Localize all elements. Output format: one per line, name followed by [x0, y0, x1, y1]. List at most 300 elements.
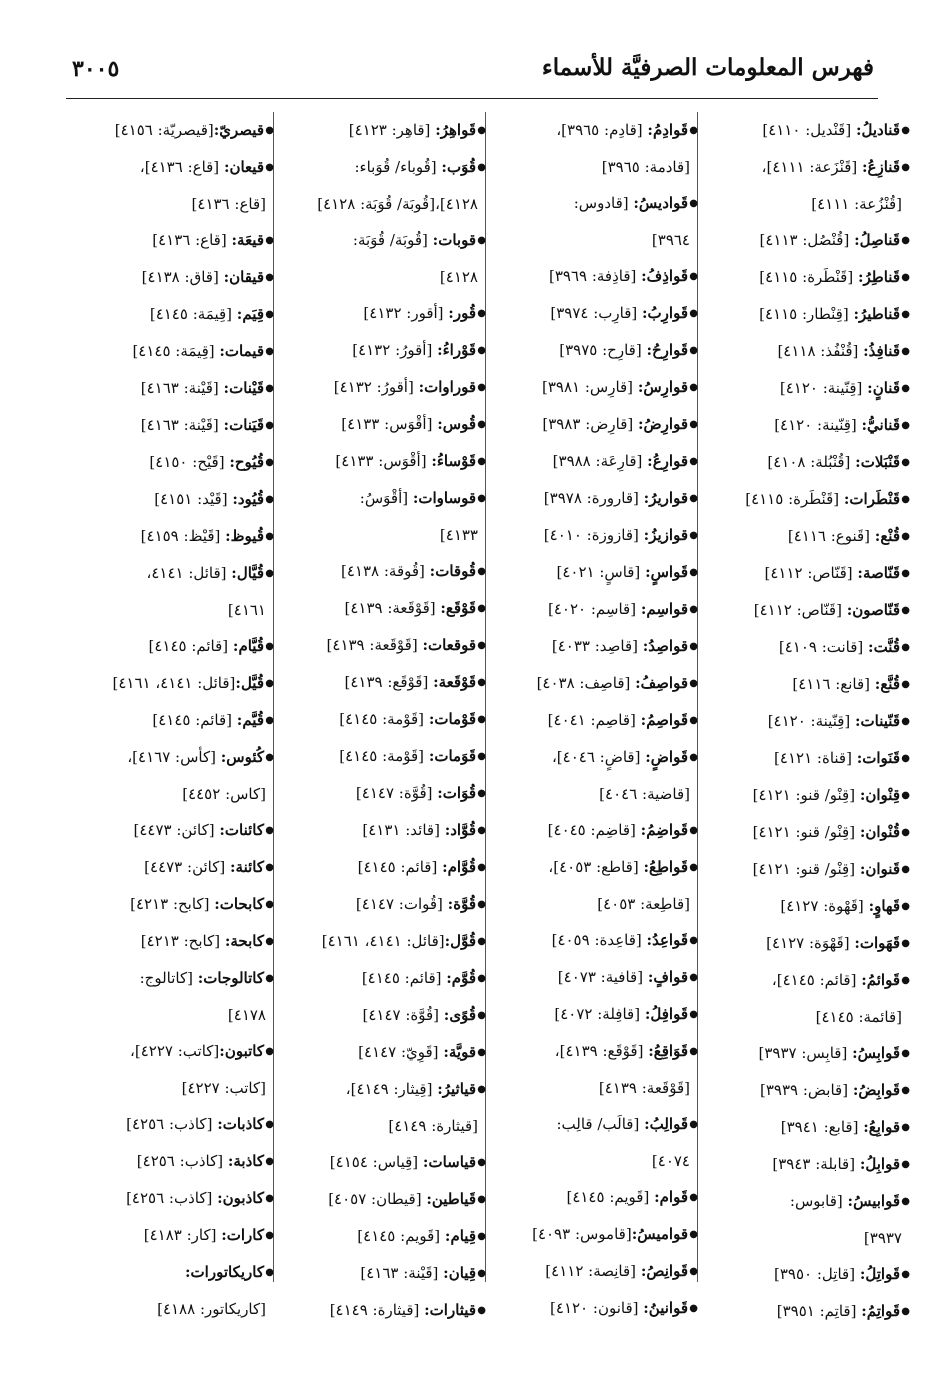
entry-lemma: قَواضِمُ:: [640, 821, 688, 839]
entry-continuation: ٤١٢٨]: [439, 268, 478, 286]
entry-reference: [قاع: ٤١٣٦]،: [139, 158, 224, 176]
bullet-icon: ●: [265, 641, 274, 652]
bullet-icon: ●: [901, 901, 910, 912]
entry-reference: [قَوْقَع: ٤١٣٩]،: [554, 1042, 649, 1060]
entry-reference: [قَهْوة: ٤١٢٧]: [780, 897, 869, 915]
entry-continuation: [قاطِعة: ٤٠٥٣]: [597, 895, 690, 913]
entry-lemma: قُوَّاد:: [444, 821, 476, 839]
index-entry: [74, 149, 274, 186]
index-entry: [74, 849, 274, 886]
entry-lemma: قَوْقَع:: [440, 599, 476, 617]
bullet-icon: ●: [477, 862, 486, 873]
entry-continuation: [قائمة: ٤١٤٥]: [815, 1008, 902, 1026]
entry-continuation: ٤١٢٨]،[قُوبَة/ قُوَبَة: ٤١٢٨]: [317, 195, 478, 213]
index-entry: [74, 333, 274, 370]
index-entry: [74, 407, 274, 444]
entry-lemma: قُنَّع:: [874, 675, 900, 693]
entry-lemma: قَوابِضُ:: [852, 1081, 900, 1099]
index-entry: [74, 370, 274, 407]
entry-lemma: كاتالوجات:: [197, 969, 264, 987]
bullet-icon: ●: [901, 1159, 910, 1170]
index-entry: [74, 555, 274, 592]
entry-reference: [قازوزة: ٤٠١٠]: [543, 526, 644, 544]
bullet-icon: ●: [901, 125, 910, 136]
entry-lemma: كابحة:: [224, 932, 264, 950]
entry-lemma: قُنَّت:: [868, 638, 900, 656]
entry-reference: [قيثارة: ٤١٤٩]: [329, 1301, 425, 1319]
entry-reference: [قِنّينة: ٤١٢٠]: [774, 416, 862, 434]
index-entry: [286, 923, 486, 960]
index-entry: [286, 738, 486, 775]
index-entry: [710, 555, 910, 592]
entry-reference: [قائم: ٤١٤٥]: [357, 858, 443, 876]
entry-reference: [قابِس: ٣٩٣٧]: [758, 1044, 853, 1062]
bullet-icon: ●: [901, 827, 910, 838]
entry-lemma: قُوًى:: [443, 1006, 476, 1024]
entry-lemma: قَوْراءُ:: [437, 341, 476, 359]
bullet-icon: ●: [265, 383, 274, 394]
entry-reference: [قَنْطَرة: ٤١١٥]: [745, 490, 844, 508]
entry-reference: [قابع: ٣٩٤١]: [780, 1118, 864, 1136]
bullet-icon: ●: [265, 494, 274, 505]
entry-reference: [قاتِل: ٣٩٥٠]: [774, 1265, 860, 1283]
entry-lemma: قَنّينات:: [855, 712, 900, 730]
bullet-icon: ●: [477, 1047, 486, 1058]
bullet-icon: ●: [901, 531, 910, 542]
entry-reference: [قَنّاص: ٤١١٢]: [764, 564, 858, 582]
bullet-icon: ●: [689, 345, 698, 356]
entry-lemma: قوراوات:: [418, 378, 476, 396]
index-entry: [74, 259, 274, 296]
bullet-icon: ●: [477, 1157, 486, 1168]
index-columns: [74, 112, 910, 1320]
entry-lemma: قَواتِمُ:: [861, 1302, 900, 1320]
entry-lemma: قوارِضُ:: [637, 415, 688, 433]
bullet-icon: ●: [265, 1046, 274, 1057]
entry-lemma: قوافٍ:: [647, 968, 688, 986]
bullet-icon: ●: [265, 899, 274, 910]
entry-lemma: قَنّاصون:: [846, 601, 900, 619]
index-entry: [710, 222, 910, 259]
entry-reference: [قاتِم: ٣٩٥١]: [776, 1302, 862, 1320]
entry-reference: [قَوْقَعة: ٤١٣٩]: [344, 599, 441, 617]
entry-lemma: قَنانيُّ:: [861, 416, 900, 434]
entry-reference: [قِنْو/ قنو: ٤١٢١]: [752, 823, 860, 841]
entry-lemma: قُيُوح:: [229, 453, 264, 471]
index-entry: [74, 923, 274, 960]
index-entry: [710, 814, 910, 851]
bullet-icon: ●: [689, 382, 698, 393]
entry-reference: [قُوَّة: ٤١٤٧]: [362, 1006, 444, 1024]
entry-continuation: [قُنْزُعة: ٤١١١]: [811, 195, 902, 213]
bullet-icon: ●: [265, 1193, 274, 1204]
bullet-icon: ●: [265, 420, 274, 431]
index-entry: [286, 627, 486, 664]
index-entry: [74, 481, 274, 518]
entry-lemma: كاذبات:: [217, 1115, 264, 1133]
entry-reference: [قَنْطَرة: ٤١١٥]: [759, 268, 858, 286]
index-entry: [710, 259, 910, 296]
entry-lemma: قُيَّال:: [231, 564, 264, 582]
entry-lemma: قِنْوان:: [859, 786, 900, 804]
entry-lemma: قَيْنات:: [223, 379, 264, 397]
bullet-icon: ●: [901, 790, 910, 801]
entry-reference: [قانت: ٤١٠٩]: [778, 638, 869, 656]
entry-lemma: قَنوان:: [859, 860, 900, 878]
entry-reference: [قِيثار: ٤١٤٩]،: [345, 1080, 438, 1098]
entry-lemma: قُيَّم:: [236, 711, 264, 729]
entry-lemma: قُوس:: [437, 415, 476, 433]
bullet-icon: ●: [689, 715, 698, 726]
entry-lemma: قُيُود:: [232, 490, 264, 508]
index-entry: [286, 1034, 486, 1071]
bullet-icon: ●: [477, 162, 486, 173]
entry-reference: [قيصريّة: ٤١٥٦]: [114, 121, 214, 139]
index-entry: [710, 444, 910, 481]
bullet-icon: ●: [689, 604, 698, 615]
entry-continuation: [قاضية: ٤٠٤٦]: [599, 785, 690, 803]
bullet-icon: ●: [265, 272, 274, 283]
entry-reference: [قَهْوَة: ٤١٢٧]: [766, 934, 855, 952]
entry-reference: [قِنّينة: ٤١٢٠]: [779, 379, 868, 397]
entry-reference: [أقْوَس: ٤١٣٣]: [335, 452, 432, 470]
entry-continuation: [كاتب: ٤٢٢٧]: [181, 1079, 266, 1097]
bullet-icon: ●: [477, 640, 486, 651]
entry-lemma: قَوادِمُ:: [647, 121, 688, 139]
index-entry: [498, 185, 698, 222]
entry-reference: [قِنْو/ قنو: ٤١٢١]: [752, 860, 860, 878]
bullet-icon: ●: [901, 864, 910, 875]
entry-lemma: قَناصِلُ:: [854, 231, 900, 249]
index-entry: [710, 1183, 910, 1220]
entry-reference: [قاذِفة: ٣٩٦٩]: [548, 267, 642, 285]
entry-lemma: قوارِعُ:: [647, 452, 688, 470]
entry-lemma: قَوْمات:: [428, 710, 476, 728]
entry-lemma: كائنات:: [219, 821, 264, 839]
entry-reference: [كأس: ٤١٦٧]،: [127, 748, 221, 766]
entry-lemma: قَناطيرُ:: [853, 305, 900, 323]
bullet-icon: ●: [901, 753, 910, 764]
index-entry: [498, 702, 698, 739]
bullet-icon: ●: [689, 1119, 698, 1130]
index-entry: [498, 332, 698, 369]
index-entry: [286, 480, 486, 517]
entry-lemma: كائنة:: [230, 858, 264, 876]
index-entry: [498, 112, 698, 149]
entry-lemma: قُوَّام:: [442, 858, 476, 876]
entry-lemma: كاذبة:: [227, 1152, 264, 1170]
entry-lemma: قُيوظ:: [225, 527, 264, 545]
entry-reference: [قادوس:: [573, 194, 634, 212]
entry-reference: [قُوَّة: ٤١٤٧]: [355, 784, 438, 802]
entry-lemma: قُيَّل:: [235, 674, 264, 692]
entry-lemma: قَواسٍ:: [645, 563, 688, 581]
index-entry: [710, 740, 910, 777]
entry-reference: [قِيمَة: ٤١٤٥]: [149, 305, 237, 323]
bullet-icon: ●: [689, 567, 698, 578]
bullet-icon: ●: [477, 973, 486, 984]
bullet-icon: ●: [689, 271, 698, 282]
index-entry: [710, 851, 910, 888]
index-entry: [710, 149, 910, 186]
bullet-icon: ●: [265, 346, 274, 357]
index-entry: [498, 406, 698, 443]
entry-reference: [قِياس: ٤١٥٤]: [329, 1153, 423, 1171]
index-entry: [286, 443, 486, 480]
entry-reference: [قابض: ٣٩٣٩]: [759, 1081, 853, 1099]
entry-reference: [قُنْفُذ: ٤١١٨]: [777, 342, 864, 360]
entry-reference: [قاصِم: ٤٠٤١]: [547, 711, 641, 729]
entry-reference: [قاطع: ٤٠٥٣]،: [548, 858, 644, 876]
entry-reference: [قَنْزَعة: ٤١١١]،: [761, 158, 862, 176]
index-entry: [710, 1293, 910, 1330]
entry-lemma: قَوابِسُ:: [852, 1044, 900, 1062]
entry-lemma: قَوْساءُ:: [431, 452, 476, 470]
index-entry: [710, 1146, 910, 1183]
entry-lemma: كارات:: [221, 1226, 264, 1244]
bullet-icon: ●: [689, 419, 698, 430]
entry-reference: [كاتالوج:: [139, 969, 198, 987]
entry-lemma: قُوَّة:: [447, 895, 476, 913]
entry-reference: [كاتب: ٤٢٢٧]،: [130, 1042, 220, 1060]
index-entry: [710, 1035, 910, 1072]
entry-reference: [قَيْنة: ٤١٦٣]: [360, 1264, 444, 1282]
bullet-icon: ●: [689, 456, 698, 467]
bullet-icon: ●: [901, 235, 910, 246]
bullet-icon: ●: [901, 938, 910, 949]
entry-reference: [قارِعَة: ٣٩٨٨]: [552, 452, 648, 470]
entry-reference: [قائل: ٤١٤١، ٤١٦١]: [321, 932, 445, 950]
bullet-icon: ●: [477, 419, 486, 430]
index-column-4: [74, 112, 274, 1318]
entry-lemma: قُور:: [448, 304, 476, 322]
entry-reference: [قُوباء/ قُوَباء:: [354, 158, 442, 176]
entry-lemma: قُوَّم:: [446, 969, 476, 987]
bullet-icon: ●: [265, 752, 274, 763]
entry-lemma: قيعان:: [223, 158, 264, 176]
bullet-icon: ●: [265, 1156, 274, 1167]
entry-lemma: قواصِدُ:: [642, 637, 688, 655]
bullet-icon: ●: [689, 308, 698, 319]
bullet-icon: ●: [689, 678, 698, 689]
index-entry: [710, 962, 910, 999]
entry-reference: [قاعِدة: ٤٠٥٩]: [551, 931, 647, 949]
bullet-icon: ●: [689, 641, 698, 652]
bullet-icon: ●: [477, 493, 486, 504]
index-entry: [710, 296, 910, 333]
entry-lemma: قُنْع:: [874, 527, 900, 545]
index-entry: [498, 1253, 698, 1290]
entry-lemma: قُوقات:: [429, 562, 476, 580]
index-entry: [498, 258, 698, 295]
index-entry: [74, 702, 274, 739]
bullet-icon: ●: [689, 1303, 698, 1314]
index-entry: [74, 1254, 274, 1291]
entry-reference: [قائل: ٤١٤١، ٤١٦١]: [112, 674, 236, 692]
entry-reference: [قاسِم: ٤٠٢٠]: [547, 600, 641, 618]
index-entry: [286, 812, 486, 849]
entry-reference: [قَنّاص: ٤١١٢]: [753, 601, 847, 619]
entry-lemma: قوساوات:: [412, 489, 476, 507]
entry-reference: [قاهِر: ٤١٢٣]: [348, 121, 436, 139]
bullet-icon: ●: [477, 825, 486, 836]
bullet-icon: ●: [689, 1229, 698, 1240]
bullet-icon: ●: [901, 605, 910, 616]
entry-reference: [قِنّينة: ٤١٢٠]: [767, 712, 856, 730]
bullet-icon: ●: [477, 345, 486, 356]
entry-reference: [أقْوَس: ٤١٣٣]: [341, 415, 438, 433]
entry-reference: [قُوبَة/ قُوَبَة:: [352, 231, 433, 249]
index-entry: [498, 1179, 698, 1216]
entry-reference: [قِيمَة: ٤١٤٥]: [132, 342, 220, 360]
entry-lemma: قَهَوات:: [854, 934, 900, 952]
index-entry: [710, 112, 910, 149]
index-entry: [710, 1109, 910, 1146]
bullet-icon: ●: [265, 1119, 274, 1130]
index-entry: [74, 628, 274, 665]
entry-lemma: قَواعِدُ:: [646, 931, 688, 949]
entry-reference: [قناة: ٤١٢١]: [774, 749, 857, 767]
bullet-icon: ●: [901, 642, 910, 653]
entry-reference: [قَويم: ٤١٤٥]: [357, 1227, 445, 1245]
bullet-icon: ●: [477, 936, 486, 947]
bullet-icon: ●: [901, 1269, 910, 1280]
bullet-icon: ●: [901, 1085, 910, 1096]
entry-continuation: [قادمة: ٣٩٦٥]: [601, 158, 690, 176]
bullet-icon: ●: [901, 346, 910, 357]
bullet-icon: ●: [477, 788, 486, 799]
index-entry: [286, 1071, 486, 1108]
entry-reference: [قارِب: ٣٩٧٤]: [550, 304, 642, 322]
bullet-icon: ●: [265, 162, 274, 173]
index-entry: [286, 149, 486, 186]
entry-reference: [قَوِيّ: ٤١٤٧]: [358, 1043, 444, 1061]
index-entry: [498, 517, 698, 554]
entry-lemma: قيثارات:: [424, 1301, 476, 1319]
entry-reference: [كار: ٤١٨٣]: [143, 1226, 222, 1244]
bullet-icon: ●: [477, 1231, 486, 1242]
entry-lemma: قِيان:: [443, 1264, 476, 1282]
entry-reference: [أقورُ: ٤١٣٢]: [352, 341, 438, 359]
entry-reference: [أقورُ: ٤١٣٢]: [333, 378, 419, 396]
index-entry: [286, 369, 486, 406]
bullet-icon: ●: [477, 714, 486, 725]
bullet-icon: ●: [901, 679, 910, 690]
entry-reference: [قِنْو/ قنو: ٤١٢١]: [752, 786, 860, 804]
entry-reference: [قاصِد: ٤٠٣٣]: [551, 637, 643, 655]
bullet-icon: ●: [901, 1196, 910, 1207]
entry-reference: [كائن: ٤٤٧٣]: [133, 821, 220, 839]
bullet-icon: ●: [901, 568, 910, 579]
bullet-icon: ●: [477, 1268, 486, 1279]
entry-lemma: قَنّاصة:: [857, 564, 900, 582]
bullet-icon: ●: [265, 235, 274, 246]
entry-reference: [قاق: ٤١٣٨]: [141, 268, 224, 286]
page-header: [66, 50, 878, 94]
index-entry: [498, 1106, 698, 1143]
entry-lemma: قَيَنات:: [223, 416, 264, 434]
index-entry: [498, 996, 698, 1033]
entry-lemma: قَنَوات:: [856, 749, 900, 767]
index-entry: [74, 812, 274, 849]
bullet-icon: ●: [689, 1266, 698, 1277]
index-entry: [710, 407, 910, 444]
entry-lemma: قُيَّام:: [232, 637, 264, 655]
entry-reference: [قابلة: ٣٩٤٣]: [772, 1155, 860, 1173]
index-entry: [498, 812, 698, 849]
bullet-icon: ●: [901, 309, 910, 320]
index-column-1: [710, 112, 910, 1320]
index-entry: [286, 553, 486, 590]
entry-lemma: قَواتِلُ:: [859, 1265, 900, 1283]
entry-reference: [قَوْمة: ٤١٤٥]: [339, 710, 429, 728]
entry-lemma: قَنْطَرات:: [843, 490, 900, 508]
entry-reference: [قَيْظ: ٤١٥٩]: [140, 527, 226, 545]
entry-lemma: كاذبون:: [217, 1189, 264, 1207]
index-entry: [498, 480, 698, 517]
entry-reference: [قائم: ٤١٤٥]: [361, 969, 447, 987]
entry-reference: [قارِس: ٣٩٨١]: [541, 378, 638, 396]
index-entry: [74, 739, 274, 776]
entry-reference: [كاذب: ٤٢٥٦]: [126, 1115, 218, 1133]
bullet-icon: ●: [689, 752, 698, 763]
entry-reference: [قيطان: ٤٠٥٧]: [328, 1190, 427, 1208]
bullet-icon: ●: [265, 973, 274, 984]
entry-lemma: قَواطِعُ:: [643, 858, 688, 876]
index-entry: [286, 664, 486, 701]
entry-reference: [قَنوع: ٤١١٦]: [787, 527, 875, 545]
entry-reference: [قَيْح: ٤١٥٠]: [149, 453, 230, 471]
entry-reference: [قاع: ٤١٣٦]: [152, 231, 232, 249]
index-entry: [710, 777, 910, 814]
entry-lemma: قَناديلُ:: [855, 121, 900, 139]
entry-lemma: قَوائمُ:: [861, 971, 900, 989]
page-title: فهرس المعلومات الصرفيَّة للأسماء: [541, 54, 874, 81]
entry-lemma: قَواذِفُ:: [641, 267, 688, 285]
entry-reference: [قَنْديل: ٤١١٠]: [762, 121, 856, 139]
entry-lemma: قَواضٍ:: [645, 748, 688, 766]
entry-lemma: قوبات:: [432, 231, 476, 249]
bullet-icon: ●: [689, 198, 698, 209]
bullet-icon: ●: [901, 1306, 910, 1317]
bullet-icon: ●: [477, 677, 486, 688]
entry-reference: [قائم: ٤١٤٥]: [152, 711, 237, 729]
entry-lemma: قَواهِرُ:: [435, 121, 476, 139]
entry-reference: [قائل: ٤١٤١،: [146, 564, 232, 582]
index-column-2: [498, 112, 698, 1317]
entry-continuation: [كاس: ٤٤٥٢]: [182, 785, 266, 803]
index-entry: [498, 1033, 698, 1070]
entry-lemma: قَوانينُ:: [643, 1299, 688, 1317]
index-entry: [286, 1144, 486, 1181]
bullet-icon: ●: [477, 899, 486, 910]
entry-lemma: قَوارِحُ:: [646, 341, 688, 359]
bullet-icon: ●: [477, 308, 486, 319]
entry-lemma: قَنافِذُ:: [863, 342, 900, 360]
index-entry: [74, 112, 274, 149]
entry-continuation: ٤٠٧٤]: [651, 1152, 690, 1170]
bullet-icon: ●: [901, 716, 910, 727]
entry-continuation: [قيثارة: ٤١٤٩]: [388, 1117, 478, 1135]
index-entry: [286, 775, 486, 812]
entry-reference: [قائم: ٤١٤٥]: [148, 637, 233, 655]
entry-lemma: قيصريّ:: [213, 121, 264, 139]
index-entry: [74, 518, 274, 555]
index-entry: [286, 222, 486, 259]
entry-continuation: ٣٩٣٧]: [863, 1229, 902, 1247]
entry-reference: [قادِم: ٣٩٦٥]،: [556, 121, 648, 139]
entry-lemma: قواصِفُ:: [635, 674, 688, 692]
